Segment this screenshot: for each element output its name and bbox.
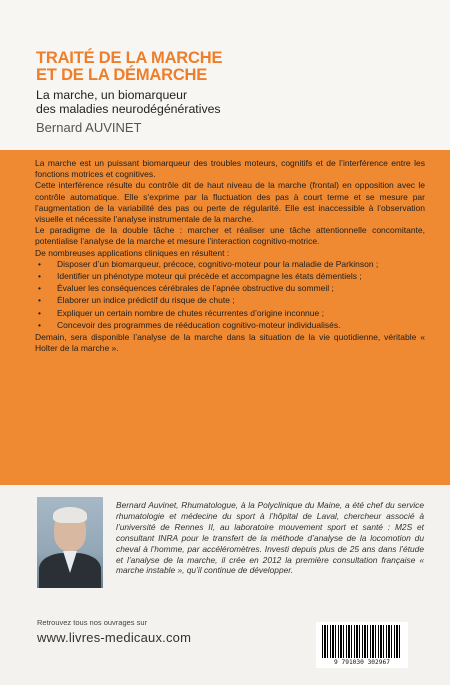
list-item: • Disposer d’un biomarqueur, précoce, cognitivo-moteur pour la maladie de Parkinson ; xyxy=(38,258,379,269)
list-item: • Évaluer les conséquences cérébrales de l’apnée obstructive du sommeil ; xyxy=(38,283,334,294)
website-link[interactable]: www.livres-medicaux.com xyxy=(37,630,192,645)
book-title-line1: TRAITÉ DE LA MARCHE xyxy=(36,49,223,67)
summary-paragraph-1: La marche est un puissant biomarqueur des troubles moteurs, cognitifs et de l’interférence entre les fonctions motrices et cognitives. xyxy=(35,158,425,180)
book-title xyxy=(36,50,222,84)
bullet-icon: • xyxy=(38,307,41,318)
list-item: • Expliquer un certain nombre de chutes récurrentes d’origine inconnue ; xyxy=(38,307,324,318)
list-item: • Élaborer un indice prédictif du risque de chute ; xyxy=(38,295,235,306)
bullet-icon: • xyxy=(38,295,41,306)
bullet-icon: • xyxy=(38,271,41,282)
cover-header xyxy=(0,0,450,150)
summary-paragraph-2: Cette interférence résulte du contrôle dit de haut niveau de la marche (frontal) en opposition avec le contrôle automatique. Elle s’exprime par la fluctuation des pas à court terme et se mesure par l’augmentation de la variabilité des pas ou perte de régularité. Elle est inaccessible à l’observation visuelle et nécessite l’analyse instrumentale de la marche. xyxy=(35,180,425,225)
bullet-icon: • xyxy=(38,283,41,294)
author-photo xyxy=(37,497,103,588)
list-item: • Identifier un phénotype moteur qui précède et accompagne les états démentiels ; xyxy=(38,271,362,282)
barcode xyxy=(316,622,408,668)
book-subtitle xyxy=(36,88,221,116)
applications-list xyxy=(35,259,425,331)
author-bio: Bernard Auvinet, Rhumatologue, à la Polyclinique du Maine, a été chef du service rhumatologie et médecine du sport à l’hôpital de Laval, chercheur associé à l’université de Rennes II, au laboratoire mouvement sport et santé : M2S et consultant INRA pour le transfert de la méthode d’analyse de la locomotion du cheval à l’homme, par accéléromètres. Investi depuis plus de 25 ans dans l’étude et l’analyse de la marche, il crée en 2012 la première consultation française « marche instable », qu’il continue de développer. xyxy=(116,500,424,576)
book-subtitle-line1: La marche, un biomarqueur xyxy=(36,88,188,102)
book-title-line2: ET DE LA DÉMARCHE xyxy=(36,66,208,84)
list-item: • Concevoir des programmes de rééducation cognitivo-moteur individualisés. xyxy=(38,319,341,330)
summary-paragraph-5: Demain, sera disponible l’analyse de la marche dans la situation de la vie quotidienne, véritable « Holter de la marche ». xyxy=(35,332,425,354)
book-subtitle-line2: des maladies neurodégénératives xyxy=(36,102,221,116)
summary-text xyxy=(35,158,425,354)
author-name: Bernard AUVINET xyxy=(36,120,142,135)
find-books-label: Retrouvez tous nos ouvrages sur xyxy=(37,618,148,627)
summary-paragraph-4: De nombreuses applications cliniques en résultent : xyxy=(35,247,230,258)
barcode-number: 9 791030 302967 xyxy=(334,659,390,666)
bullet-icon: • xyxy=(38,258,41,269)
bullet-icon: • xyxy=(38,319,41,330)
barcode-bars xyxy=(322,625,402,658)
summary-paragraph-3: Le paradigme de la double tâche : marcher et réaliser une tâche attentionnelle concomitante, potentialise l’analyse de la marche et mesure l’interaction cognitivo-motrice. xyxy=(35,225,425,247)
